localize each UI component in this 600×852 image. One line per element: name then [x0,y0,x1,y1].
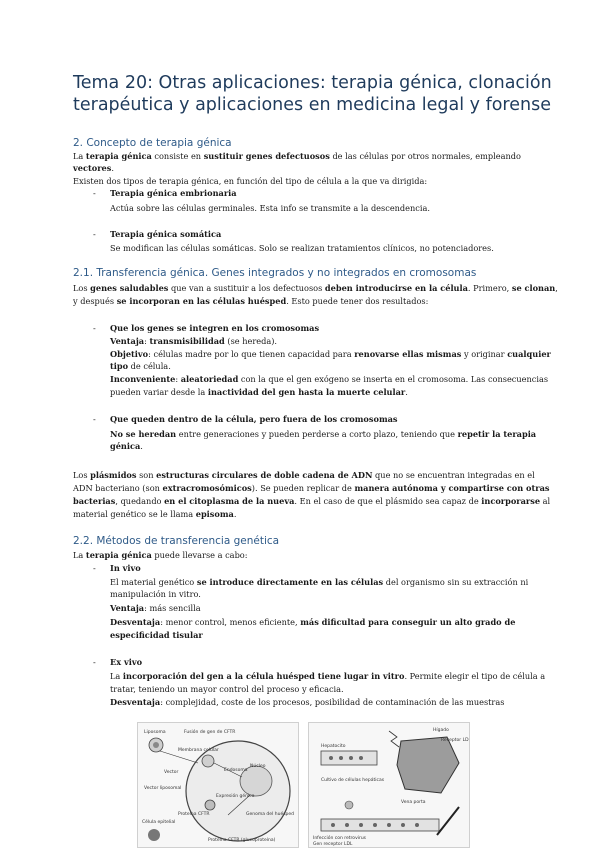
paragraph-line: material genético se le llama episoma. [73,509,237,519]
list-item-title: Terapia génica somática [110,229,222,239]
page-title: Tema 20: Otras aplicaciones: terapia génica, clonación terapéutica y aplicaciones en medicina legal y forense [73,73,552,115]
list-item-text: Actúa sobre las células germinales. Esta info se transmite a la descendencia. [110,203,430,213]
paragraph-line: Los genes saludables que van a sustituir a los defectuosos deben introducirse en la célula. Primero, se clonan, [73,283,558,293]
list-item-title: In vivo [110,563,141,573]
figure-label: Proteína CFTR [178,812,210,817]
ex-vivo-diagram [309,723,469,847]
list-bullet: - [93,657,96,667]
list-item-text: No se heredan entre generaciones y pueden perderse a corto plazo, teniendo que repetir la terapia [110,429,537,439]
list-item-text: tratar, teniendo un mayor control del proceso y eficacia. [110,684,344,694]
list-bullet: - [93,188,96,198]
figure-label: Receptor LDL [441,738,469,743]
list-bullet: - [93,563,96,573]
figure-in-vivo [137,722,299,848]
list-item-title: Ex vivo [110,657,143,667]
list-item-text: pueden variar desde la inactividad del gen hasta la muerte celular. [110,387,408,397]
list-item-title: Que los genes se integren en los cromosomas [110,323,320,333]
section-heading-2: 2. Concepto de terapia génica [73,137,232,149]
figure-label: Vena porta [401,800,426,805]
list-item-text: Ventaja: más sencilla [110,603,201,613]
figure-label: Gen receptor LDL [313,842,353,847]
figure-label: Proteína CFTR (glucoproteína) [208,838,276,843]
list-item-text: La incorporación del gen a la célula huésped tiene lugar in vitro. Permite elegir el tipo de célula a [110,671,546,681]
section-heading-2-1: 2.1. Transferencia génica. Genes integrados y no integrados en cromosomas [73,267,477,279]
figure-label: Membrana celular [178,748,219,753]
paragraph-line: Existen dos tipos de terapia génica, en función del tipo de célula a la que va dirigida: [73,176,428,186]
list-item-text: Se modifican las células somáticas. Solo se realizan tratamientos clínicos, no potenciadores. [110,243,494,253]
list-item-text: Objetivo: células madre por lo que tienen capacidad para renovarse ellas mismas y originar cualquier [110,349,551,359]
figure-label: Liposoma [144,730,166,735]
list-item-text: Ventaja: transmisibilidad (se hereda). [110,336,278,346]
list-item-text: génica. [110,441,143,451]
figure-label: Vector [164,770,179,775]
figure-label: Vector liposomal [144,786,182,791]
list-item-title: Que queden dentro de la célula, pero fuera de los cromosomas [110,414,398,424]
figure-label: Célula epitelial [142,820,176,825]
list-item-title: Terapia génica embrionaria [110,188,237,198]
section-heading-2-2: 2.2. Métodos de transferencia genética [73,535,280,547]
list-item-text: Inconveniente: aleatoriedad con la que el gen exógeno se inserta en el cromosoma. Las consecuencias [110,374,549,384]
figure-label: Hígado [433,728,449,733]
figure-ex-vivo [308,722,470,848]
list-item-text: Desventaja: complejidad, coste de los procesos, posibilidad de contaminación de las muestras [110,697,505,707]
figure-label: Expresión génica [216,794,255,799]
figure-label: Infección con retrovirus [313,836,367,841]
figure-label: Fusión de gen de CFTR [184,730,236,735]
list-item-text: tipo de célula. [110,361,171,371]
list-bullet: - [93,323,96,333]
paragraph-line: vectores. [73,163,114,173]
list-item-text: Desventaja: menor control, menos eficiente, más dificultad para conseguir un alto grado de [110,617,516,627]
paragraph-line: y después se incorporan en las células huésped. Esto puede tener dos resultados: [73,296,429,306]
paragraph-line: La terapia génica puede llevarse a cabo: [73,550,248,560]
paragraph-line: La terapia génica consiste en sustituir genes defectuosos de las células por otros normales, empleando [73,151,521,161]
list-bullet: - [93,414,96,424]
figure-label: Cultivo de células hepáticas [321,778,385,783]
list-item-text: manipulación in vitro. [110,589,201,599]
paragraph-line: bacterias, quedando en el citoplasma de la nueva. En el caso de que el plásmido sea capaz de incorporarse al [73,496,551,506]
list-bullet: - [93,229,96,239]
figure-label: Endosoma [224,768,248,773]
list-item-text: especificidad tisular [110,630,203,640]
paragraph-line: ADN bacteriano (son extracromosómicos). Se pueden replicar de manera autónoma y compartirse con otras [73,483,550,493]
figure-label: Núcleo [250,764,266,769]
list-item-text: El material genético se introduce directamente en las células del organismo sin su extracción ni [110,577,529,587]
paragraph-line: Los plásmidos son estructuras circulares de doble cadena de ADN que no se encuentran integradas en el [73,470,535,480]
figure-label: Genoma del huésped [246,812,295,817]
figure-label: Hepatocito [321,744,346,749]
in-vivo-diagram [138,723,298,847]
